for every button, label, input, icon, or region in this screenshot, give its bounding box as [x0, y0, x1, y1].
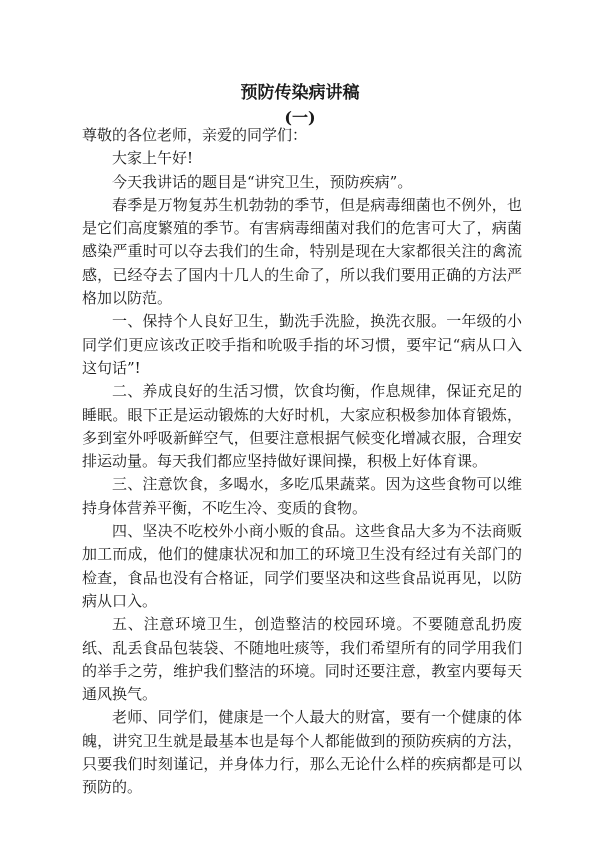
closing-paragraph: 老师、同学们，健康是一个人最大的财富，要有一个健康的体魄，讲究卫生就是最基本也是每个人都能做到的预防疾病的方法，只要我们时刻谨记，并身体力行，那么无论什么样的疾病都是可以预防的。 [82, 708, 522, 797]
point-five-paragraph: 五、注意环境卫生，创造整洁的校园环境。不要随意乱扔废纸、乱丢食品包装袋、不随地吐痰等，我们希望所有的同学用我们的举手之劳，维护我们整洁的环境。同时还要注意，教室内要每天通风换气。 [82, 615, 522, 704]
point-four-paragraph: 四、坚决不吃校外小商小贩的食品。这些食品大多为不法商贩加工而成，他们的健康状况和加工的环境卫生没有经过有关部门的检查，食品也没有合格证，同学们要坚决和这些食品说再见，以防病从口入。 [82, 522, 522, 610]
point-two-paragraph: 二、养成良好的生活习惯，饮食均衡，作息规律，保证充足的睡眠。眼下正是运动锻炼的大好时机，大家应积极参加体育锻炼，多到室外呼吸新鲜空气，但要注意根据气候变化增减衣服，合理安排运动量。每天我们都应坚持做好课间操，积极上好体育课。 [82, 382, 522, 471]
intro-paragraph: 春季是万物复苏生机勃勃的季节，但是病毒细菌也不例外，也是它们高度繁殖的季节。有害病毒细菌对我们的危害可大了，病菌感染严重时可以夺去我们的生命，特别是现在大家都很关注的禽流感，已经夺去了国内十几人的生命了，所以我们要用正确的方法严格加以防范。 [82, 195, 522, 308]
greeting-paragraph: 大家上午好! [112, 149, 194, 168]
document-body [82, 124, 522, 800]
document-subtitle: (一) [284, 108, 316, 127]
point-three-paragraph: 三、注意饮食，多喝水，多吃瓜果蔬菜。因为这些食物可以维持身体营养平衡，不吃生冷、变质的食物。 [82, 475, 522, 517]
document-title: 预防传染病讲稿 [240, 83, 360, 103]
topic-paragraph: 今天我讲话的题目是“讲究卫生，预防疾病”。 [112, 172, 413, 191]
point-one-paragraph: 一、保持个人良好卫生，勤洗手洗脸，换洗衣服。一年级的小同学们更应该改正咬手指和吮吸手指的坏习惯，要牢记“病从口入这句话”! [82, 312, 522, 377]
salutation-paragraph: 尊敬的各位老师，亲爱的同学们： [82, 126, 308, 144]
